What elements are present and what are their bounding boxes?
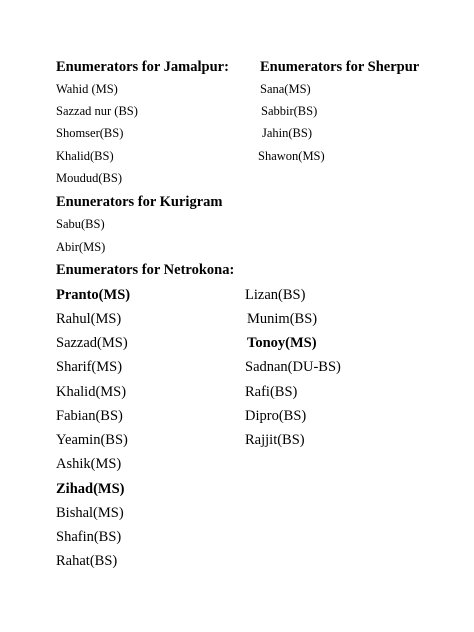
netrokona-left-name-12: Rahat(BS)	[56, 553, 118, 569]
kurigram-name-2: Abir(MS)	[56, 240, 106, 254]
netrokona-right-name-1: Lizan(BS)	[245, 287, 306, 303]
kurigram-heading: Enunerators for Kurigram	[56, 194, 223, 210]
netrokona-left-name-3: Sazzad(MS)	[56, 335, 128, 351]
netrokona-left-name-4: Sharif(MS)	[56, 359, 123, 375]
sherpur-name-1: Sana(MS)	[260, 82, 311, 96]
netrokona-left-name-7: Yeamin(BS)	[56, 432, 128, 448]
sherpur-name-4: Shawon(MS)	[258, 149, 325, 163]
netrokona-right-name-6: Dipro(BS)	[245, 408, 307, 424]
jamalpur-name-2: Sazzad nur (BS)	[56, 104, 138, 118]
kurigram-name-1: Sabu(BS)	[56, 217, 105, 231]
netrokona-right-name-3: Tonoy(MS)	[247, 335, 317, 351]
sherpur-heading: Enumerators for Sherpur	[260, 59, 420, 75]
netrokona-left-name-5: Khalid(MS)	[56, 384, 127, 400]
netrokona-right-name-5: Rafi(BS)	[245, 384, 298, 400]
jamalpur-heading: Enumerators for Jamalpur:	[56, 59, 229, 75]
netrokona-right-name-7: Rajjit(BS)	[245, 432, 305, 448]
netrokona-left-name-2: Rahul(MS)	[56, 311, 122, 327]
netrokona-right-name-4: Sadnan(DU-BS)	[245, 359, 341, 375]
netrokona-heading: Enumerators for Netrokona:	[56, 262, 235, 278]
jamalpur-name-5: Moudud(BS)	[56, 171, 122, 185]
jamalpur-name-4: Khalid(BS)	[56, 149, 114, 163]
netrokona-right-name-2: Munim(BS)	[247, 311, 318, 327]
netrokona-left-name-10: Bishal(MS)	[56, 505, 124, 521]
jamalpur-name-3: Shomser(BS)	[56, 126, 124, 140]
netrokona-left-name-11: Shafin(BS)	[56, 529, 122, 545]
netrokona-left-name-9: Zihad(MS)	[56, 481, 125, 497]
jamalpur-name-1: Wahid (MS)	[56, 82, 118, 96]
sherpur-name-3: Jahin(BS)	[262, 126, 312, 140]
sherpur-name-2: Sabbir(BS)	[261, 104, 318, 118]
netrokona-left-name-6: Fabian(BS)	[56, 408, 123, 424]
netrokona-left-name-1: Pranto(MS)	[56, 287, 131, 303]
netrokona-left-name-8: Ashik(MS)	[56, 456, 122, 472]
